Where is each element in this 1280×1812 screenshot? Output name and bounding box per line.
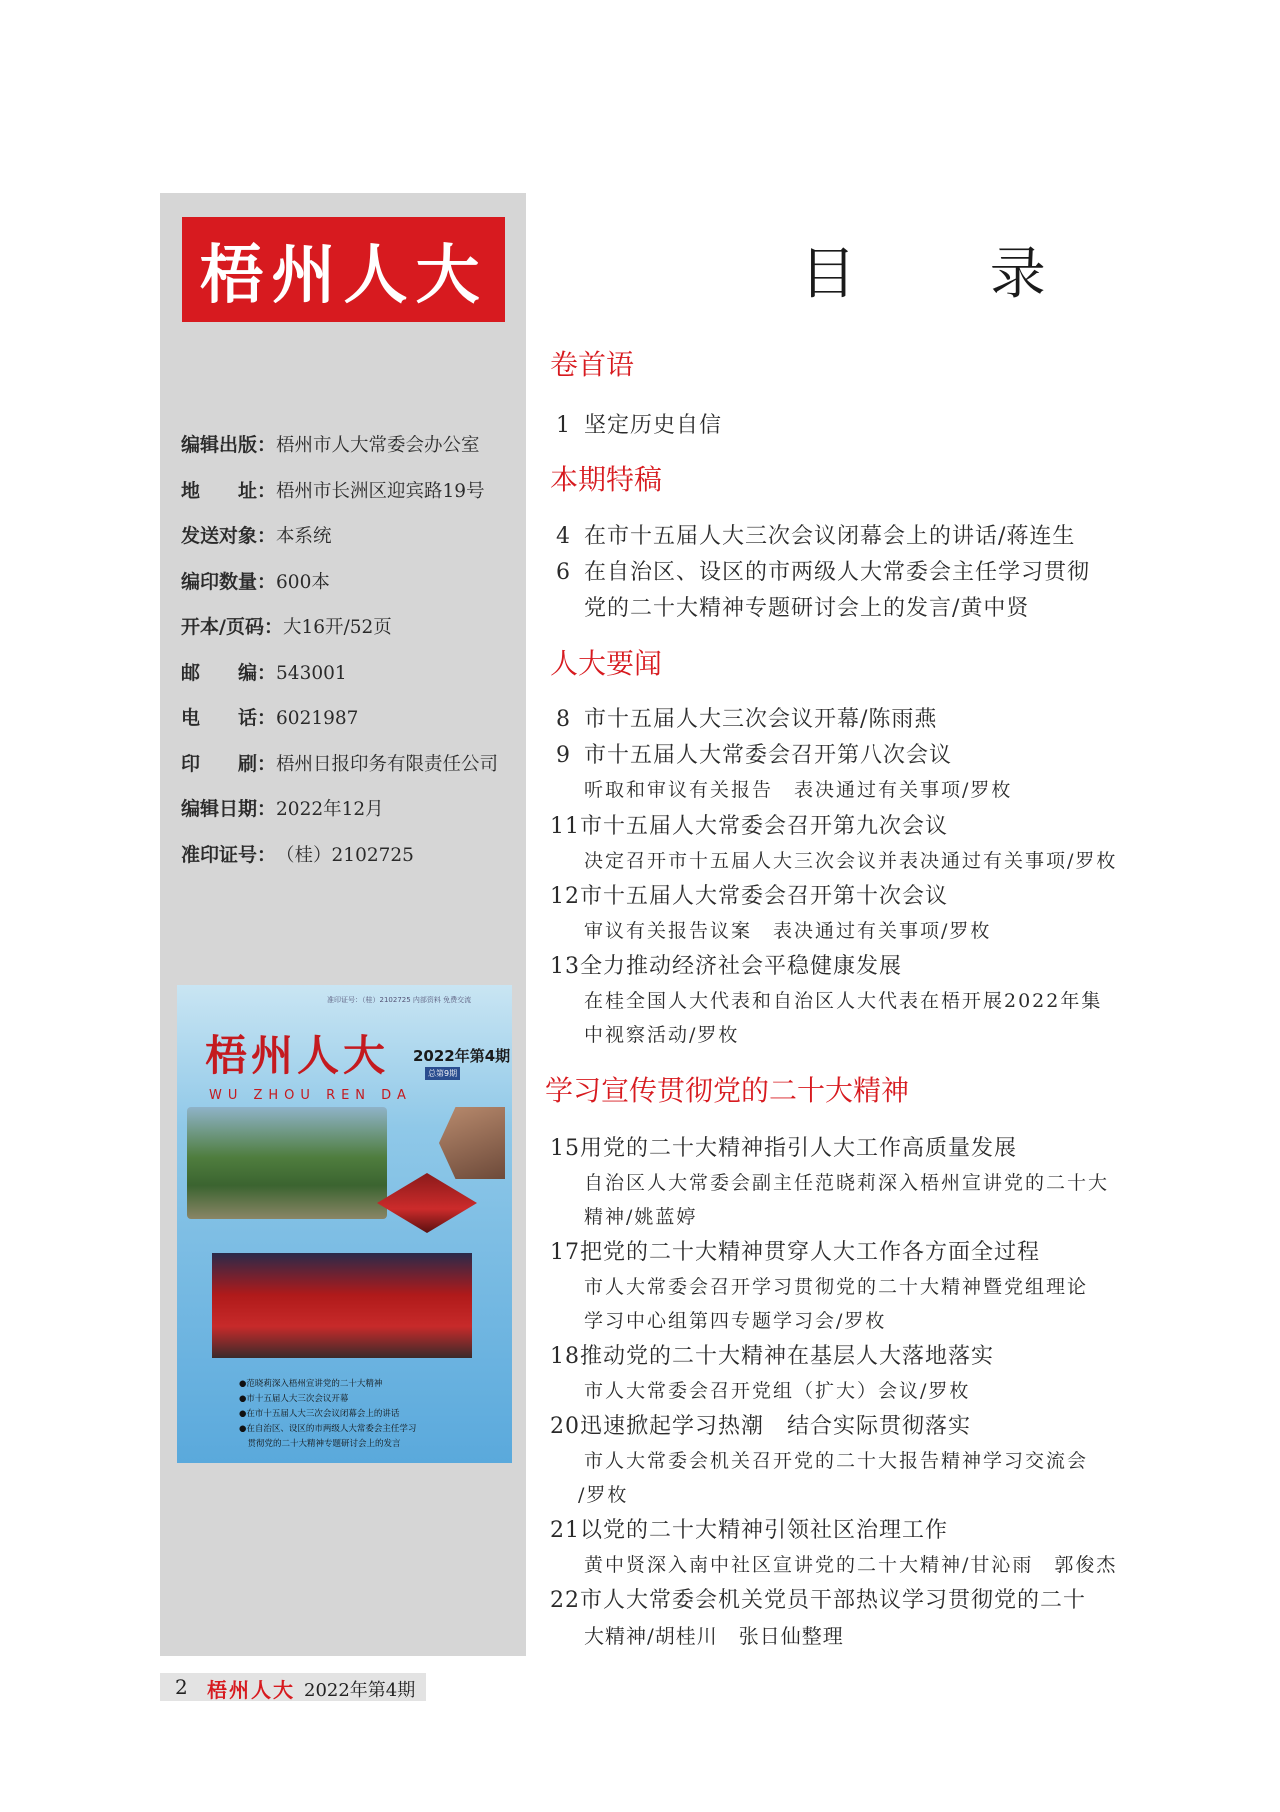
cover-bullet: ●范晓莉深入梧州宣讲党的二十大精神 [239,1379,383,1389]
masthead-logo: 梧州人大 [182,217,505,322]
entry-title: 全力推动经济社会平稳健康发展 [580,954,903,979]
toc-entry-subtitle: 审议有关报告议案 表决通过有关事项/罗枚 [584,920,992,942]
toc-entry-subtitle: 黄中贤深入南中社区宣讲党的二十大精神/甘沁雨 郭俊杰 [584,1554,1118,1576]
toc-entry[interactable] [550,1513,948,1544]
entry-page: 1 [556,413,571,438]
toc-entry[interactable] [556,702,937,733]
toc-entry[interactable] [556,738,952,769]
toc-entry[interactable] [550,1235,1040,1266]
cover-photo-hall [377,1173,477,1233]
publication-info [181,430,521,885]
cover-title: 梧州人大 [205,1031,390,1080]
toc-entry-subtitle: 市人大常委会召开学习贯彻党的二十大精神暨党组理论 [584,1276,1089,1298]
cover-bullet: 贯彻党的二十大精神专题研讨会上的发言 [239,1439,401,1449]
toc-entry-subtitle: 自治区人大常委会副主任范晓莉深入梧州宣讲党的二十大 [584,1172,1110,1194]
toc-entry[interactable] [550,1409,971,1440]
toc-entry[interactable] [556,408,722,439]
entry-page: 12 [550,884,580,909]
info-value: 543001 [276,662,347,684]
toc-entry[interactable] [550,809,948,840]
entry-page: 20 [550,1414,580,1439]
toc-entry[interactable] [550,949,902,980]
entry-page: 18 [550,1344,580,1369]
section-heading: 学习宣传贯彻党的二十大精神 [545,1074,910,1107]
info-value: 大16开/52页 [282,617,392,638]
toc-entry[interactable] [556,555,1090,586]
info-label: 准印证号 [181,843,258,866]
cover-bullets [239,1377,416,1452]
toc-entry-subtitle: 中视察活动/罗枚 [584,1024,740,1046]
entry-page: 4 [556,524,571,549]
info-label: 印 刷 [181,752,258,775]
info-row: 编辑日期 ： 2022年12月 [181,794,521,840]
info-row: 印 刷 ： 梧州日报印务有限责任公司 [181,749,521,795]
toc-entry-subtitle: 学习中心组第四专题学习会/罗枚 [584,1310,887,1332]
toc-entry-subtitle: 在桂全国人大代表和自治区人大代表在梧开展2022年集 [584,990,1103,1012]
entry-title: 市十五届人大常委会召开第八次会议 [584,743,953,768]
toc-entry-subtitle: 听取和审议有关报告 表决通过有关事项/罗枚 [584,779,1013,801]
entry-page: 15 [550,1136,580,1161]
cover-meta: 准印证号：（桂）2102725 内部资料 免费交流 [327,996,472,1004]
cover-bullet: ●在市十五届人大三次会议闭幕会上的讲话 [239,1409,400,1419]
info-row: 编辑出版 ： 梧州市人大常委会办公室 [181,430,521,476]
section-heading: 人大要闻 [550,647,663,680]
info-value: 2022年12月 [276,799,384,820]
info-value: （桂）2102725 [276,844,414,866]
entry-page: 11 [550,814,580,839]
info-value: 梧州市人大常委会办公室 [276,435,480,456]
info-row: 开本/页码 ： 大16开/52页 [181,612,521,658]
info-row: 地 址 ： 梧州市长洲区迎宾路19号 [181,476,521,522]
toc-entry[interactable] [550,1339,994,1370]
info-label: 开本/页码 [181,616,264,638]
footer-brand: 梧州人大 [207,1678,295,1702]
cover-issue-sub: 总第9期 [425,1067,460,1080]
cover-issue: 2022年第4期 [413,1047,511,1065]
cover-photo-meeting [439,1107,505,1179]
info-value: 梧州日报印务有限责任公司 [276,753,499,775]
entry-page: 8 [556,707,571,732]
info-row: 发送对象 ： 本系统 [181,521,521,567]
entry-title: 在市十五届人大三次会议闭幕会上的讲话/蒋连生 [584,524,1076,549]
entry-page: 6 [556,560,571,585]
info-value: 600本 [276,571,330,593]
toc-entry-continuation: 党的二十大精神专题研讨会上的发言/黄中贤 [584,596,1030,621]
magazine-cover-image [177,985,512,1463]
footer-issue: 2022年第4期 [304,1680,416,1701]
entry-title: 市十五届人大常委会召开第九次会议 [580,814,949,839]
cover-bullet: ●在自治区、设区的市两级人大常委会主任学习 [239,1424,417,1434]
section-heading: 卷首语 [550,348,635,381]
info-label: 编辑日期 [181,798,258,820]
toc-entry-subtitle: 市人大常委会机关召开党的二十大报告精神学习交流会 [584,1450,1089,1472]
info-value: 本系统 [276,526,332,547]
entry-title: 在自治区、设区的市两级人大常委会主任学习贯彻 [584,560,1091,585]
toc-entry[interactable] [556,519,1075,550]
entry-title: 坚定历史自信 [584,413,723,438]
info-row: 准印证号 ： （桂）2102725 [181,840,521,886]
info-label: 发送对象 [181,525,258,547]
toc-entry-subtitle: /罗枚 [578,1484,629,1506]
info-value: 梧州市长洲区迎宾路19号 [276,480,485,502]
toc-entry-subtitle: 市人大常委会召开党组（扩大）会议/罗枚 [584,1380,971,1402]
section-heading: 本期特稿 [550,463,663,496]
toc-entry[interactable] [550,1583,1086,1614]
info-label: 编辑出版 [181,434,258,456]
entry-page: 22 [550,1588,580,1613]
info-label: 地 址 [181,479,258,502]
entry-title: 以党的二十大精神引领社区治理工作 [580,1518,949,1543]
cover-pinyin: WU ZHOU REN DA [209,1088,412,1103]
entry-page: 17 [550,1240,580,1265]
info-label: 电 话 [181,707,258,729]
entry-title: 市十五届人大三次会议开幕/陈雨燕 [584,707,938,732]
entry-title: 迅速掀起学习热潮 结合实际贯彻落实 [580,1414,972,1439]
cover-bullet: ●市十五届人大三次会议开幕 [239,1394,349,1404]
entry-title: 把党的二十大精神贯穿人大工作各方面全过程 [580,1240,1041,1265]
entry-page: 9 [556,743,571,768]
entry-title: 市十五届人大常委会召开第十次会议 [580,884,949,909]
entry-page: 21 [550,1518,580,1543]
page-number: 2 [175,1675,188,1699]
info-row: 编印数量 ： 600本 [181,567,521,613]
cover-photo-outdoor [187,1107,387,1219]
cover-photo-stage [212,1253,472,1358]
toc-title: 目 录 [800,242,1104,307]
entry-title: 用党的二十大精神指引人大工作高质量发展 [580,1136,1018,1161]
info-value: 6021987 [276,708,359,729]
info-label: 邮 编 [181,661,258,684]
toc-entry-subtitle: 决定召开市十五届人大三次会议并表决通过有关事项/罗枚 [584,850,1118,872]
entry-page: 13 [550,954,580,979]
entry-title: 推动党的二十大精神在基层人大落地落实 [580,1344,995,1369]
toc-entry[interactable] [550,1131,1017,1162]
info-row: 电 话 ： 6021987 [181,703,521,749]
toc-entry-continuation: 大精神/胡桂川 张日仙整理 [584,1624,844,1648]
toc-entry-subtitle: 精神/姚蓝婷 [584,1206,698,1228]
info-label: 编印数量 [181,570,258,593]
toc-entry[interactable] [550,879,948,910]
info-row: 邮 编 ： 543001 [181,658,521,704]
entry-title: 市人大常委会机关党员干部热议学习贯彻党的二十 [580,1588,1087,1613]
